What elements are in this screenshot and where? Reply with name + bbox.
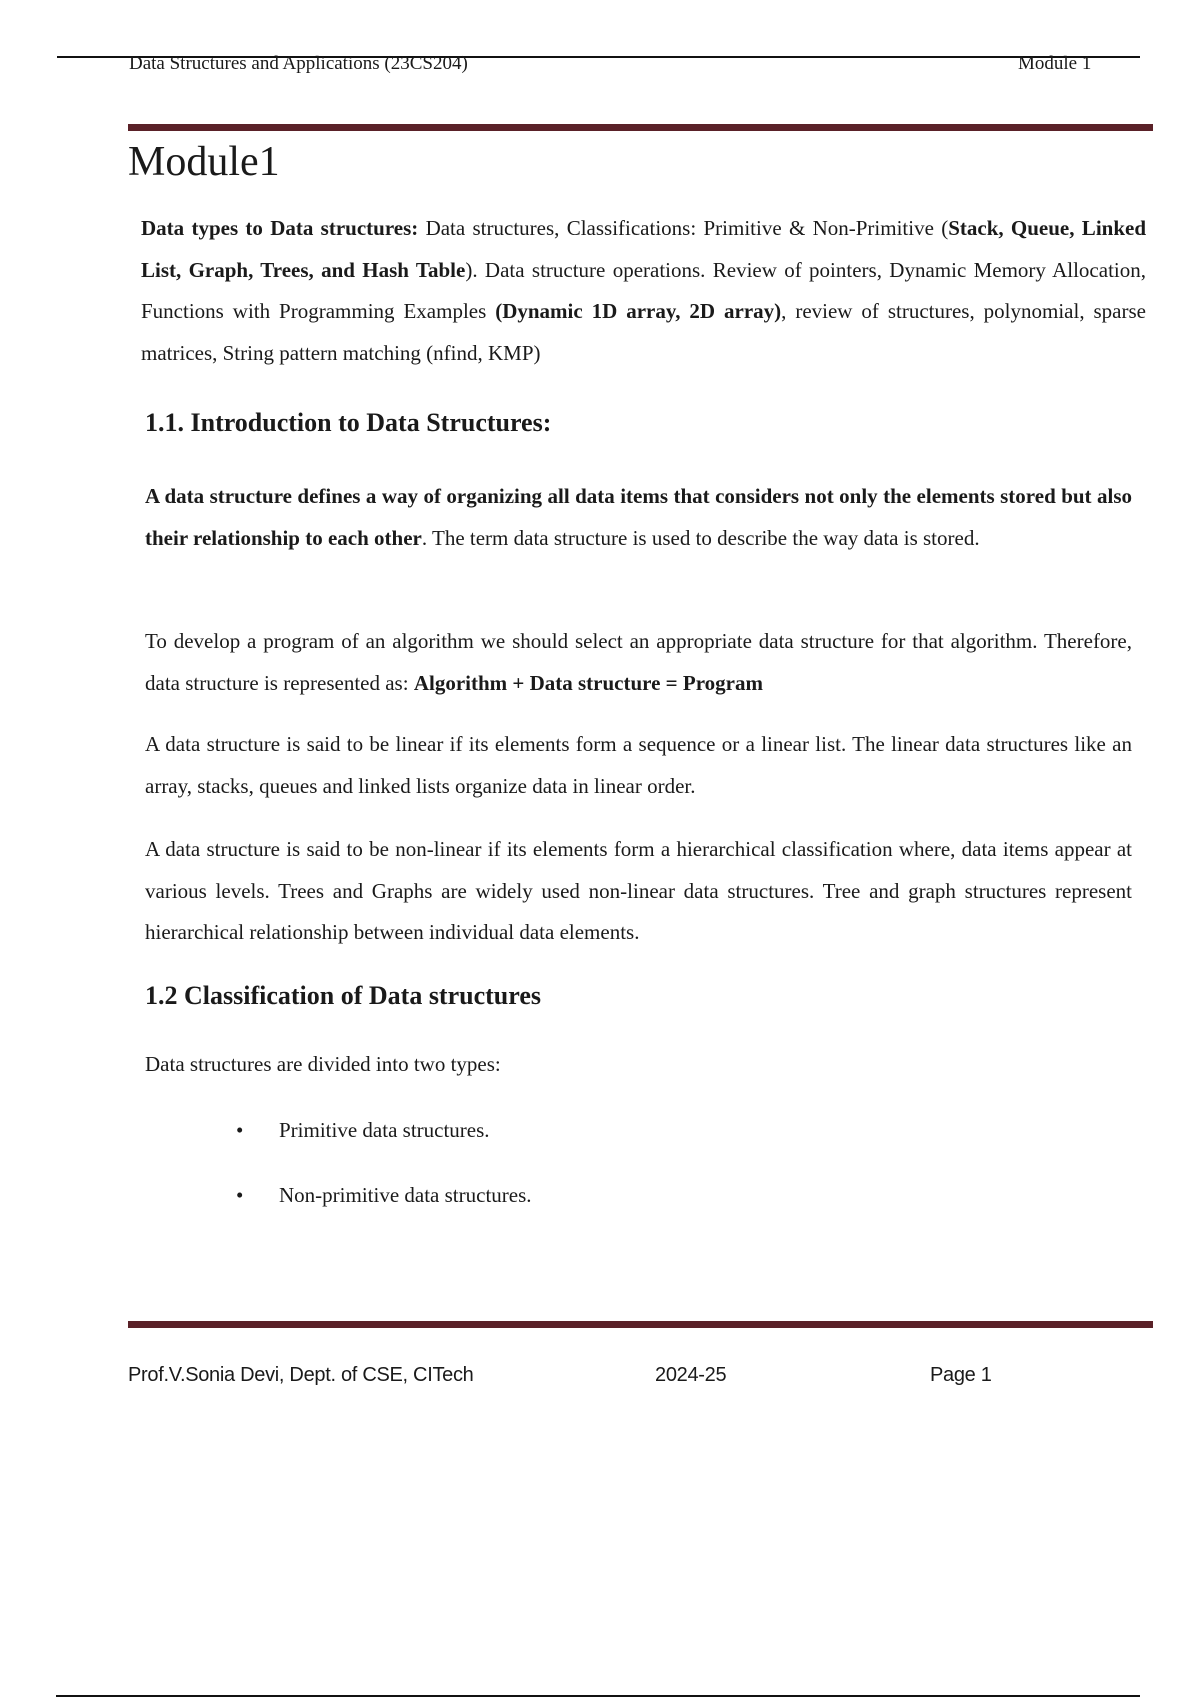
page-title: Module1 — [128, 139, 280, 185]
classification-intro: Data structures are divided into two types: — [145, 1052, 501, 1076]
bullet-item-nonprimitive: Non-primitive data structures. — [279, 1183, 532, 1207]
syllabus-text-2: ). Data structure operations. Review of pointers, Dynamic Memory Allocation, Functions with Programming Examples — [141, 257, 1146, 323]
nonlinear-paragraph: A data structure is said to be non-linear if its elements form a hierarchical classification where, data items appear at various levels. Trees and Graphs are widely used non-linear data structures. Tree and graph structures represent hierarchical relationship between individual data elements. — [145, 837, 1132, 944]
bullet-icon: • — [236, 1183, 244, 1207]
syllabus-bold-2: Stack, Queue, Linked List, Graph, Trees, and Hash Table — [141, 216, 1147, 282]
header-module: Module 1 — [1018, 53, 1092, 74]
section-heading-intro: 1.1. Introduction to Data Structures: — [145, 408, 552, 437]
bullet-item-primitive: Primitive data structures. — [279, 1118, 490, 1142]
section-heading-classification: 1.2 Classification of Data structures — [145, 981, 541, 1010]
footer-author: Prof.V.Sonia Devi, Dept. of CSE, CITech — [128, 1364, 474, 1386]
syllabus-text-1: Data structures, Classifications: Primitive & Non-Primitive ( — [418, 216, 949, 240]
definition-bold: A data structure defines a way of organizing all data items that considers not only the elements stored but also their relationship to each other — [145, 484, 1132, 550]
top-accent-bar — [128, 124, 1153, 131]
syllabus-text-3: , review of structures, polynomial, sparse matrices, String pattern matching (nfind, KMP) — [141, 299, 1146, 365]
footer-year: 2024-25 — [655, 1364, 727, 1386]
footer-accent-bar — [128, 1321, 1153, 1328]
syllabus-bold-3: (Dynamic 1D array, 2D array) — [495, 299, 782, 323]
syllabus-paragraph — [141, 208, 1146, 374]
footer-page-number: Page 1 — [930, 1364, 992, 1386]
algorithm-formula: Algorithm + Data structure = Program — [413, 670, 763, 695]
linear-paragraph: A data structure is said to be linear if its elements form a sequence or a linear list. The linear data structures like an array, stacks, queues and linked lists organize data in linear order. — [145, 732, 1132, 798]
intro-paragraph-2 — [145, 621, 1132, 704]
definition-text: . The term data structure is used to describe the way data is stored. — [421, 525, 980, 550]
page-bottom-rule — [56, 1695, 1140, 1697]
bullet-icon: • — [236, 1118, 244, 1142]
header-course-title: Data Structures and Applications (23CS204) — [129, 53, 468, 74]
algorithm-text: To develop a program of an algorithm we should select an appropriate data structure for that algorithm. Therefore, data structure is represented as: — [145, 629, 1132, 695]
intro-paragraph-1 — [145, 476, 1132, 559]
syllabus-bold-1: Data types to Data structures: — [141, 216, 419, 240]
